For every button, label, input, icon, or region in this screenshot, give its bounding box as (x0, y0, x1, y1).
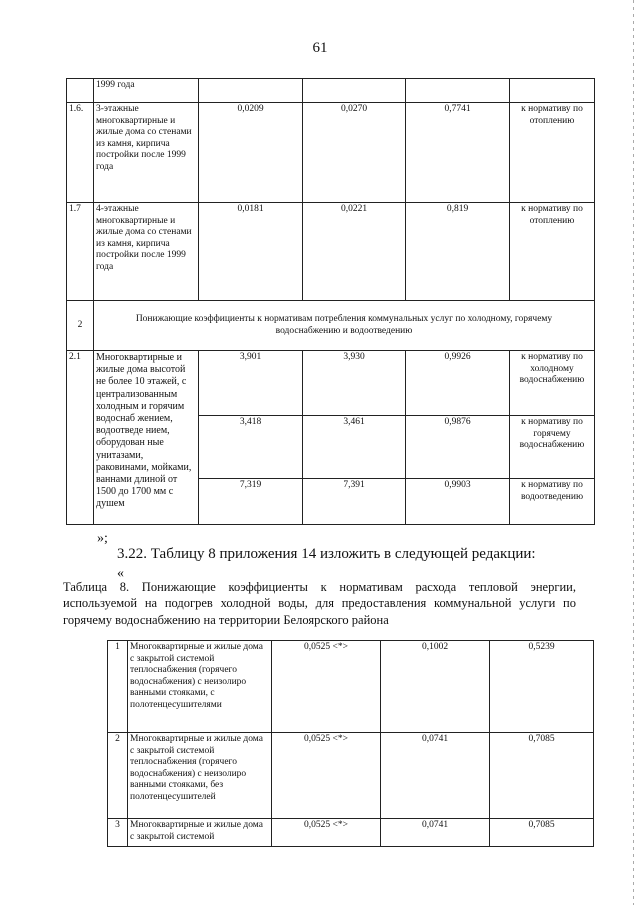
value-cell: 7,319 (199, 479, 303, 525)
page-number: 61 (312, 40, 328, 56)
row-number: 1.6. (67, 103, 94, 203)
row-number: 2 (108, 733, 128, 819)
closing-quote: »; (97, 531, 108, 546)
value-cell: 0,0525 <*> (272, 733, 381, 819)
section-heading: Понижающие коэффициенты к нормативам потребления коммунальных услуг по холодному, горячему водоснабжению и водоотведению (94, 301, 595, 351)
value-cell: 0,0525 <*> (272, 641, 381, 733)
value-cell: 0,7085 (490, 819, 594, 847)
coefficients-table-continued (66, 78, 595, 525)
note-cell: к нормативу по отоплению (510, 103, 595, 203)
value-cell: 0,0270 (303, 103, 406, 203)
row-description: 1999 года (94, 79, 199, 103)
value-cell: 0,0181 (199, 203, 303, 301)
value-cell: 3,461 (303, 416, 406, 479)
value-cell: 0,819 (406, 203, 510, 301)
section-row (67, 301, 595, 351)
note-cell: к нормативу по горячему водоснабжению (510, 416, 595, 479)
table-row (108, 641, 594, 733)
row-description: 4-этажные многоквартирные и жилые дома со стенами из камня, кирпича постройки после 1999 года (94, 203, 199, 301)
value-cell: 0,9926 (406, 351, 510, 416)
note-cell: к нормативу по отоплению (510, 203, 595, 301)
note-cell: к нормативу по холодному водоснабжению (510, 351, 595, 416)
table-row (67, 351, 595, 416)
value-cell: 3,930 (303, 351, 406, 416)
value-cell: 0,0741 (381, 733, 490, 819)
value-cell: 0,7085 (490, 733, 594, 819)
note-cell: к нормативу по водоотведению (510, 479, 595, 525)
value-cell: 0,7741 (406, 103, 510, 203)
table-row (108, 819, 594, 847)
opening-quote: « (117, 566, 124, 581)
table-row (67, 79, 595, 103)
value-cell: 0,9903 (406, 479, 510, 525)
row-description: Многоквартирные и жилые дома высотой не более 10 этажей, с централизованным холодным и горячим водоснаб жением, водоотведе нием, оборудован ные унитазами, раковинами, мойками, ваннами длиной от 1500 до 1700 мм с душем (94, 351, 199, 525)
table8 (107, 640, 594, 847)
value-cell: 7,391 (303, 479, 406, 525)
value-cell: 0,0221 (303, 203, 406, 301)
row-description: Многоквартирные и жилые дома с закрытой системой (128, 819, 272, 847)
row-description: Многоквартирные и жилые дома с закрытой системой теплоснабжения (горячего водоснабжения) с неизолиро ванными стояками, с полотенцесушителями (128, 641, 272, 733)
table-row (108, 733, 594, 819)
scan-edge (633, 0, 634, 905)
value-cell: 3,418 (199, 416, 303, 479)
section-number: 2 (67, 301, 94, 351)
row-number: 3 (108, 819, 128, 847)
value-cell: 0,0209 (199, 103, 303, 203)
value-cell: 0,9876 (406, 416, 510, 479)
value-cell: 3,901 (199, 351, 303, 416)
table-row (67, 203, 595, 301)
row-description: 3-этажные многоквартирные и жилые дома со стенами из камня, кирпича постройки после 1999 года (94, 103, 199, 203)
table8-caption: Таблица 8. Понижающие коэффициенты к нормативам расхода тепловой энергии, используемой на подогрев холодной воды, для предоставления коммунальной услуги по горячему водоснабжению на территории Белоярского района (63, 580, 576, 627)
row-description: Многоквартирные и жилые дома с закрытой системой теплоснабжения (горячего водоснабжения) с неизолиро ванными стояками, без полотенцесушителей (128, 733, 272, 819)
table-row (67, 103, 595, 203)
amendment-heading: 3.22. Таблицу 8 приложения 14 изложить в следующей редакции: (117, 546, 536, 562)
row-number: 1.7 (67, 203, 94, 301)
value-cell: 0,1002 (381, 641, 490, 733)
row-number: 1 (108, 641, 128, 733)
value-cell: 0,5239 (490, 641, 594, 733)
row-number: 2.1 (67, 351, 94, 525)
value-cell: 0,0741 (381, 819, 490, 847)
value-cell: 0,0525 <*> (272, 819, 381, 847)
